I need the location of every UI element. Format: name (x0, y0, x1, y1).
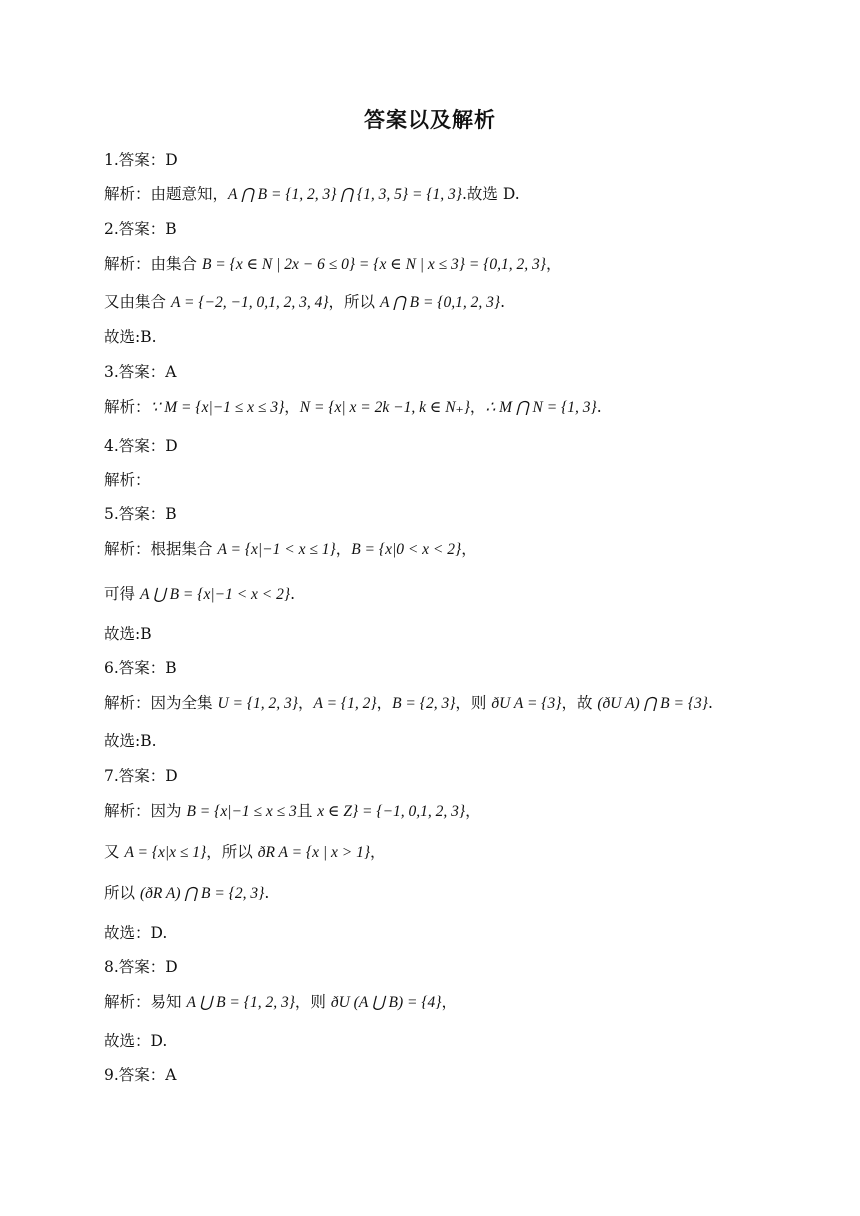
text-segment: ， (461, 540, 477, 558)
text-line (104, 583, 295, 606)
text-segment: ， (284, 398, 300, 416)
text-line (104, 765, 178, 787)
text-segment: 3.答案：A (104, 363, 177, 381)
text-line (104, 800, 481, 823)
math-expression: ðU (A ⋃ B) = {4} (330, 994, 442, 1011)
text-segment: 6.答案：B (104, 659, 177, 677)
text-line (104, 730, 157, 752)
text-line (104, 469, 151, 491)
text-segment: ， (298, 694, 314, 712)
math-expression: x ∈ Z} = {−1, 0,1, 2, 3} (317, 803, 466, 820)
text-line (104, 503, 177, 525)
text-segment: 且 (296, 802, 318, 820)
text-line (104, 657, 177, 679)
text-segment: 解析：由集合 (104, 255, 202, 273)
text-line (104, 361, 176, 383)
text-line (104, 882, 269, 905)
text-segment: 9.答案：A (104, 1066, 177, 1084)
math-expression: ðU A = {3} (491, 695, 562, 712)
text-segment: 解析： (104, 471, 151, 489)
text-segment: ，则 (294, 993, 331, 1011)
text-line (104, 1064, 176, 1086)
text-line (104, 326, 157, 348)
text-line (104, 956, 178, 978)
text-segment: 8.答案：D (104, 958, 178, 976)
text-segment: ，故 (561, 694, 598, 712)
text-segment: 又由集合 (104, 293, 171, 311)
text-segment: ， (376, 694, 393, 712)
math-expression: ∴ M ⋂ N = {1, 3} (485, 399, 597, 416)
text-segment: 又 (104, 843, 125, 861)
math-expression: A ⋃ B = {x|−1 < x < 2} (139, 586, 291, 603)
text-segment: . (708, 694, 713, 712)
text-segment: ， (546, 255, 562, 273)
text-line (104, 218, 177, 240)
text-segment: . (596, 398, 602, 416)
math-expression: N = {x| x = 2k −1, k ∈ N₊} (299, 399, 470, 416)
text-segment: 故选:B (104, 625, 152, 643)
math-expression: A = {x|−1 < x ≤ 1} (217, 541, 336, 558)
text-line (104, 623, 152, 645)
text-segment: ， (335, 540, 352, 558)
text-segment: 故选：D. (104, 1032, 168, 1050)
text-line (104, 841, 386, 864)
math-expression: B = {2, 3} (392, 695, 456, 712)
math-expression: A = {1, 2} (313, 695, 377, 712)
math-expression: ðR A = {x | x > 1} (257, 844, 371, 861)
text-segment: ， (441, 993, 457, 1011)
text-segment: ， (469, 398, 486, 416)
math-expression: B = {x|−1 ≤ x ≤ 3 (186, 803, 297, 820)
math-expression: A = {−2, −1, 0,1, 2, 3, 4} (170, 294, 329, 311)
text-segment: 1.答案：D (104, 151, 178, 169)
text-line (104, 538, 477, 561)
math-expression: (ðU A) ⋂ B = {3} (597, 695, 708, 712)
text-line (104, 1030, 167, 1052)
math-expression: A = {x|x ≤ 1} (124, 844, 207, 861)
math-expression: B = {x ∈ N | 2x − 6 ≤ 0} = {x ∈ N | x ≤ 3} = {0,1, 2, 3} (201, 256, 546, 273)
text-segment: . (290, 585, 296, 603)
text-segment: 4.答案：D (104, 437, 178, 455)
text-segment: ，所以 (328, 293, 380, 311)
text-segment: . (264, 884, 270, 902)
text-segment: 解析： (104, 398, 151, 416)
text-segment: 解析：由题意知， (104, 185, 229, 203)
math-expression: ∵ M = {x|−1 ≤ x ≤ 3} (150, 399, 285, 416)
text-segment: 故选：D. (104, 924, 168, 942)
text-line (104, 253, 562, 276)
text-segment: 故选:B. (104, 328, 157, 346)
page-title: 答案以及解析 (364, 108, 496, 132)
math-expression: A ⋃ B = {1, 2, 3} (186, 994, 295, 1011)
text-segment: 7.答案：D (104, 767, 178, 785)
math-expression: (ðR A) ⋂ B = {2, 3} (139, 885, 265, 902)
text-segment: ，则 (455, 694, 492, 712)
text-line (104, 922, 167, 944)
text-segment: .故选 D. (461, 185, 520, 203)
text-segment: 故选:B. (104, 732, 157, 750)
text-segment: 解析：因为全集 (104, 694, 218, 712)
text-segment: ，所以 (206, 843, 258, 861)
math-expression: B = {x|0 < x < 2} (351, 541, 462, 558)
text-segment: 所以 (104, 884, 140, 902)
text-segment: 解析：因为 (104, 802, 187, 820)
text-line (104, 396, 602, 419)
text-segment: . (500, 293, 506, 311)
text-line (104, 183, 520, 206)
text-segment: 2.答案：B (104, 220, 177, 238)
text-line (104, 991, 457, 1014)
text-line (104, 291, 505, 314)
text-segment: ， (370, 843, 386, 861)
text-segment: 解析：根据集合 (104, 540, 218, 558)
text-line (104, 692, 713, 715)
math-expression: U = {1, 2, 3} (217, 695, 298, 712)
text-line (104, 435, 178, 457)
text-segment: 可得 (104, 585, 140, 603)
text-line (104, 149, 178, 171)
math-expression: A ⋂ B = {1, 2, 3} ⋂ {1, 3, 5} = {1, 3} (228, 186, 462, 203)
text-segment: ， (465, 802, 481, 820)
math-expression: A ⋂ B = {0,1, 2, 3} (379, 294, 501, 311)
text-segment: 解析：易知 (104, 993, 187, 1011)
text-segment: 5.答案：B (104, 505, 177, 523)
